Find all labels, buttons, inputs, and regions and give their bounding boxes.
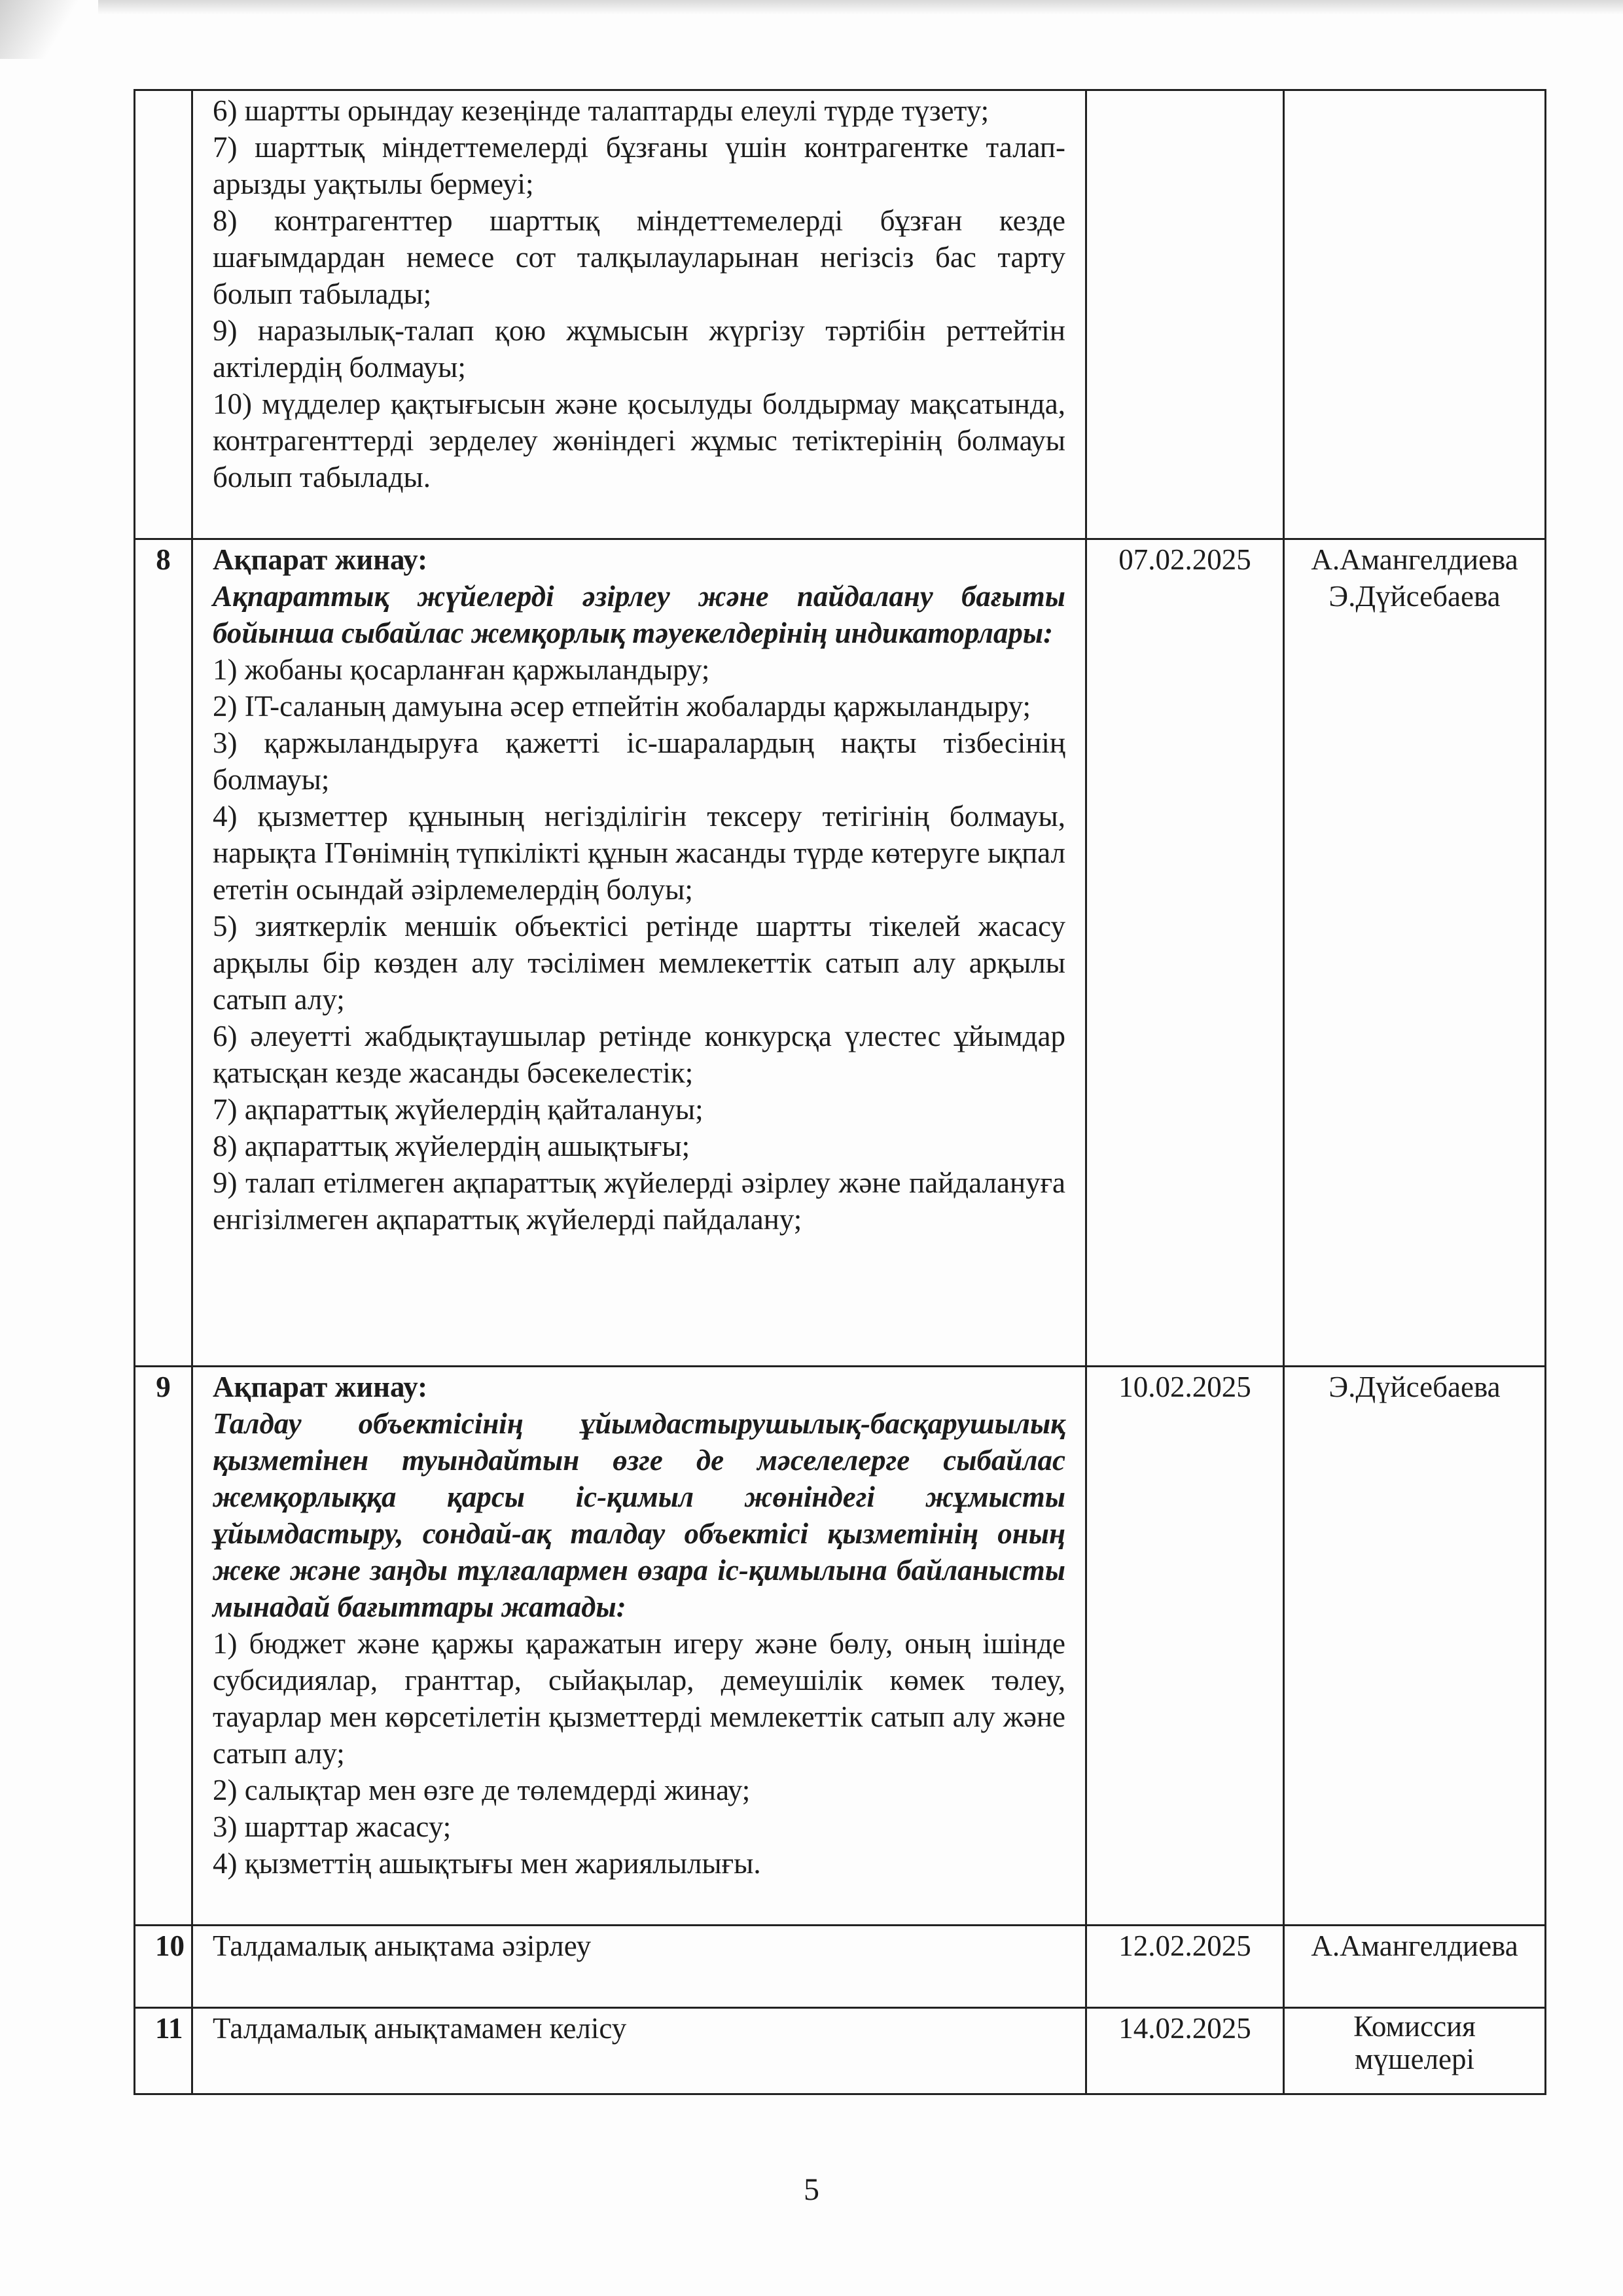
responsible-name: А.Амангелдиева <box>1311 543 1518 576</box>
scan-edge-top <box>0 0 1623 14</box>
task-subheading: Талдау объектісінің ұйымдастырушылық-басқарушылық қызметінен туындайтын өзге де мәселелерге сыбайлас жемқорлыққа қарсы іс-қимыл жөніндегі жұмысты ұйымдастыру, сондай-ақ талдау объектісі қызметінің оның жеке және заңды тұлғалармен өзара іс-қимылына байланысты мынадай бағыттары жатады: <box>213 1407 1065 1623</box>
responsible-name: Э.Дүйсебаева <box>1329 1371 1501 1403</box>
responsible-name: А.Амангелдиева <box>1311 1929 1518 1962</box>
row-number: 8 <box>135 539 192 1367</box>
list-item: 3) шарттар жасасу; <box>213 1810 452 1843</box>
task-cell <box>192 1367 1086 1926</box>
task-text: Талдамалық анықтамамен келісу <box>213 2012 627 2045</box>
table-row-9 <box>135 1367 1546 1926</box>
date-cell: 07.02.2025 <box>1086 539 1284 1367</box>
row-number <box>135 90 192 539</box>
responsible-cell <box>1284 2008 1546 2094</box>
responsible-cell <box>1284 539 1546 1367</box>
task-cell <box>192 2008 1086 2094</box>
date-cell <box>1086 90 1284 539</box>
list-item: 1) жобаны қосарланған қаржыландыру; <box>213 653 710 686</box>
list-item: 2) салықтар мен өзге де төлемдерді жинау; <box>213 1774 751 1806</box>
table-row-10 <box>135 1926 1546 2008</box>
list-item: 10) мүдделер қақтығысын және қосылуды болдырмау мақсатында, контрагенттерді зерделеу жөніндегі жұмыс тетіктерінің болмауы болып табылады. <box>213 387 1065 493</box>
row-number: 10 <box>135 1926 192 2008</box>
task-cell <box>192 90 1086 539</box>
list-item: 9) талап етілмеген ақпараттық жүйелерді әзірлеу және пайдалануға енгізілмеген ақпараттық жүйелерді пайдалану; <box>213 1166 1065 1236</box>
table-row-11 <box>135 2008 1546 2094</box>
row-number: 11 <box>135 2008 192 2094</box>
responsible-name: мүшелері <box>1354 2043 1475 2075</box>
list-item: 9) наразылық-талап қою жұмысын жүргізу тәртібін реттейтін актілердің болмауы; <box>213 314 1065 384</box>
responsible-cell <box>1284 1926 1546 2008</box>
work-plan-table <box>134 89 1546 2095</box>
list-item: 3) қаржыландыруға қажетті іс-шаралардың нақты тізбесінің болмауы; <box>213 726 1065 796</box>
list-item: 4) қызметтің ашықтығы мен жариялылығы. <box>213 1847 761 1880</box>
list-item: 6) шартты орындау кезеңінде талаптарды елеулі түрде түзету; <box>213 94 990 127</box>
task-cell <box>192 1926 1086 2008</box>
list-item: 7) шарттық міндеттемелерді бұзғаны үшін контрагентке талап-арызды уақтылы бермеуі; <box>213 131 1065 200</box>
table-row-8 <box>135 539 1546 1367</box>
date-cell: 10.02.2025 <box>1086 1367 1284 1926</box>
list-item: 6) әлеуетті жабдықтаушылар ретінде конкурсқа үлестес ұйымдар қатысқан кезде жасанды бәсекелестік; <box>213 1020 1065 1089</box>
list-item: 1) бюджет және қаржы қаражатын игеру және бөлу, оның ішінде субсидиялар, гранттар, сыйақылар, демеушілік көмек төлеу, тауарлар мен көрсетілетін қызметтерді мемлекеттік сатып алу және сатып алу; <box>213 1627 1065 1770</box>
task-heading: Ақпарат жинау: <box>213 1371 428 1403</box>
responsible-name: Э.Дүйсебаева <box>1329 580 1501 613</box>
list-item: 7) ақпараттық жүйелердің қайталануы; <box>213 1093 704 1126</box>
task-subheading: Ақпараттық жүйелерді әзірлеу және пайдалану бағыты бойынша сыбайлас жемқорлық тәуекелдерінің индикаторлары: <box>213 580 1065 649</box>
task-heading: Ақпарат жинау: <box>213 543 428 576</box>
list-item: 4) қызметтер құнының негізділігін тексеру тетігінің болмауы, нарықта ITөнімнің түпкілікті құнын жасанды түрде көтеруге ықпал ететін осындай әзірлемелердің болуы; <box>213 800 1065 906</box>
date-cell: 12.02.2025 <box>1086 1926 1284 2008</box>
task-text: Талдамалық анықтама әзірлеу <box>213 1929 592 1962</box>
responsible-cell <box>1284 90 1546 539</box>
list-item: 8) ақпараттық жүйелердің ашықтығы; <box>213 1130 690 1162</box>
list-item: 5) зияткерлік меншік объектісі ретінде шартты тікелей жасасу арқылы бір көзден алу тәсілімен мемлекеттік сатып алу арқылы сатып алу; <box>213 910 1065 1016</box>
list-item: 8) контрагенттер шарттық міндеттемелерді бұзған кезде шағымдардан немесе сот талқылауларынан негізсіз бас тарту болып табылады; <box>213 204 1065 310</box>
task-cell <box>192 539 1086 1367</box>
row-number: 9 <box>135 1367 192 1926</box>
date-cell: 14.02.2025 <box>1086 2008 1284 2094</box>
scan-edge-left <box>0 0 98 59</box>
table-row-continuation <box>135 90 1546 539</box>
page-number: 5 <box>804 2172 819 2207</box>
responsible-cell <box>1284 1367 1546 1926</box>
list-item: 2) IT-саланың дамуына әсер етпейтін жобаларды қаржыландыру; <box>213 690 1031 723</box>
responsible-name: Комиссия <box>1353 2010 1476 2043</box>
